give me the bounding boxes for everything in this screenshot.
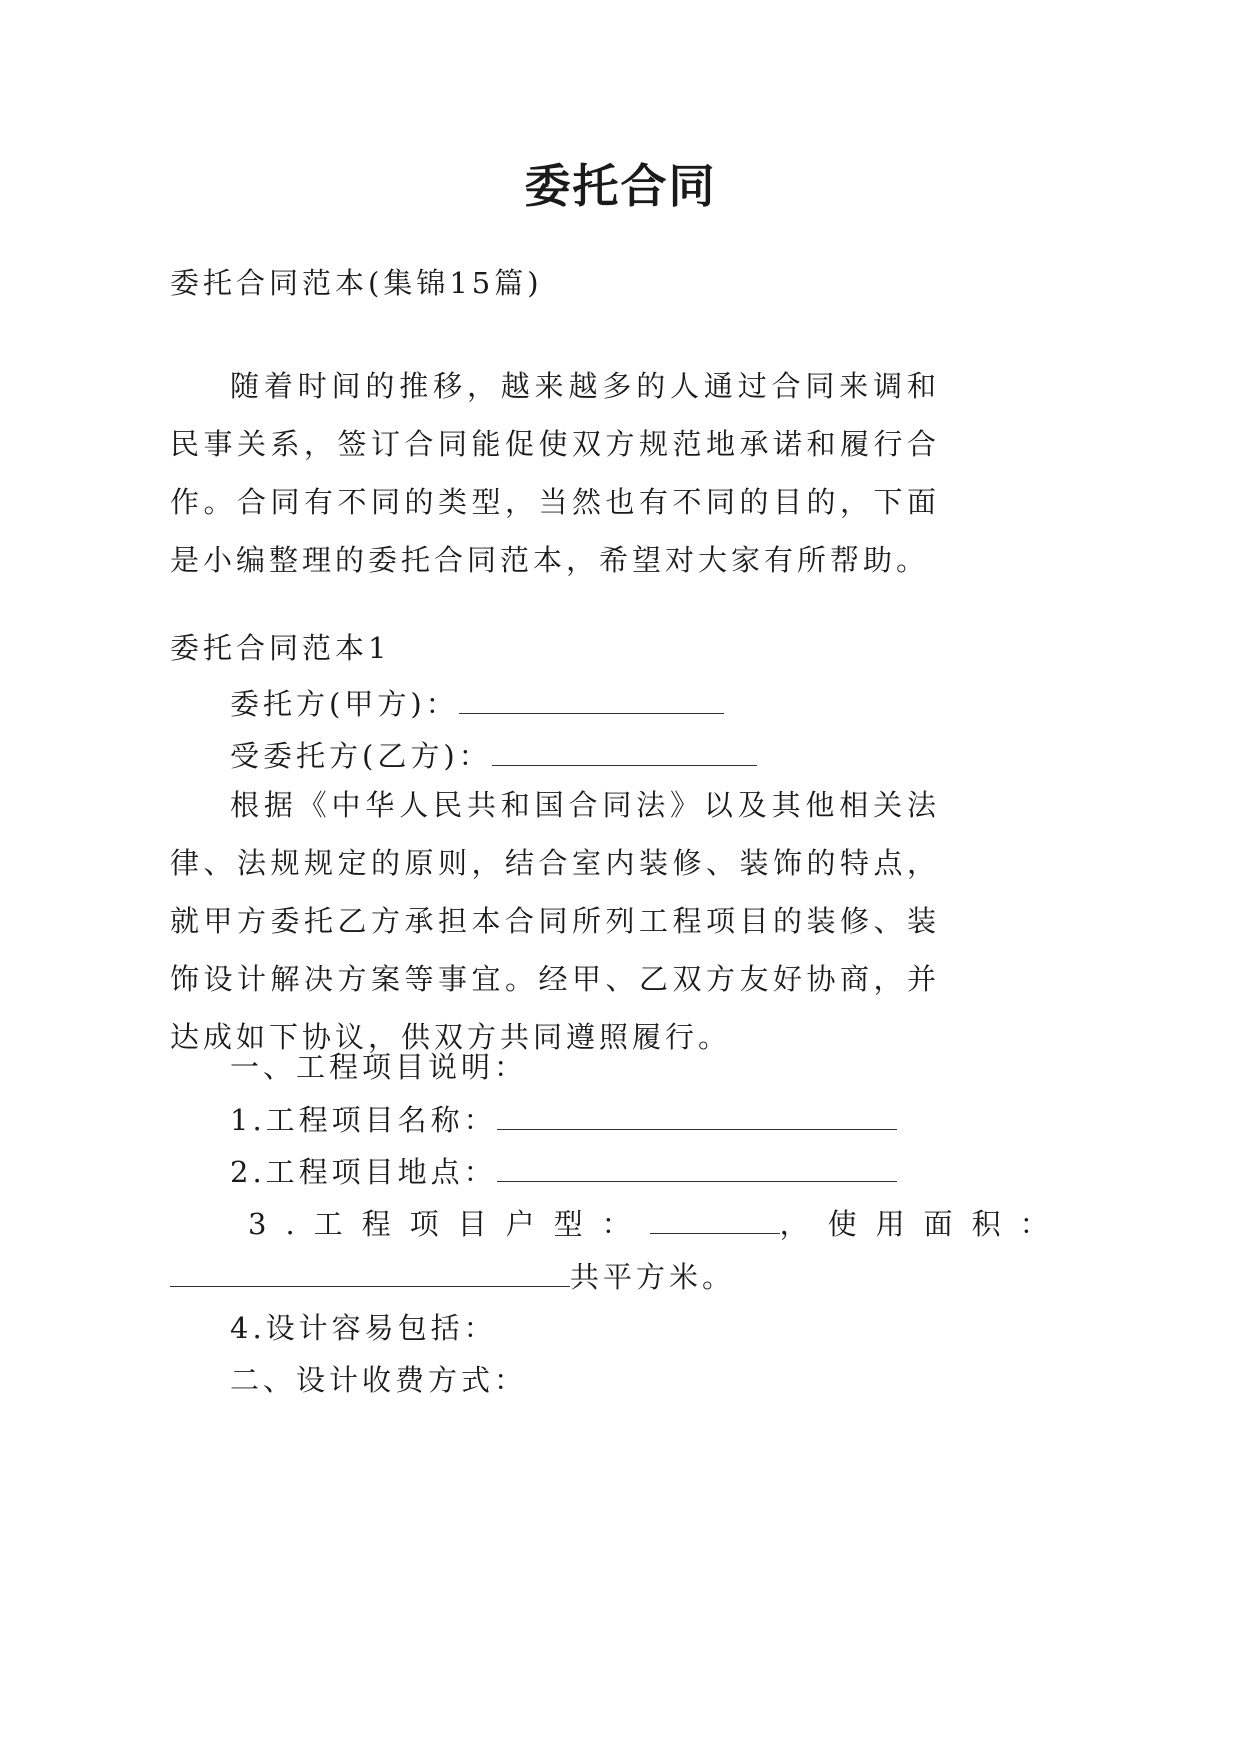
item-3-area-label: ，使用面积： bbox=[779, 1207, 1068, 1241]
section-heading: 委托合同范本1 bbox=[170, 631, 391, 665]
item-1-blank bbox=[497, 1099, 897, 1130]
item-2-blank bbox=[497, 1151, 897, 1182]
document-subtitle: 委托合同范本(集锦15篇) bbox=[170, 266, 543, 300]
party-a-blank bbox=[459, 683, 724, 714]
item-3-tail: 共平方米。 bbox=[570, 1260, 736, 1294]
party-b-line bbox=[230, 735, 757, 776]
item-3-label: 3.工程项目户型： bbox=[248, 1207, 650, 1241]
item-3-type-blank bbox=[650, 1203, 780, 1234]
item-3-area-blank bbox=[170, 1256, 570, 1287]
party-b-blank bbox=[492, 735, 757, 766]
item-3-continuation bbox=[170, 1256, 735, 1297]
party-a-line bbox=[230, 683, 724, 724]
clause-1-heading: 一、工程项目说明： bbox=[230, 1050, 528, 1084]
item-1-label: 1.工程项目名称： bbox=[230, 1103, 497, 1137]
item-2-label: 2.工程项目地点： bbox=[230, 1155, 497, 1189]
item-1-line bbox=[230, 1099, 897, 1140]
item-2-line bbox=[230, 1151, 897, 1192]
intro-paragraph: 随着时间的推移，越来越多的人通过合同来调和民事关系，签订合同能促使双方规范地承诺和履行合作。合同有不同的类型，当然也有不同的目的，下面是小编整理的委托合同范本，希望对大家有所帮助。 bbox=[170, 369, 940, 577]
item-3-line bbox=[248, 1203, 1068, 1244]
party-a-label: 委托方(甲方)： bbox=[230, 687, 459, 721]
clause-2-heading: 二、设计收费方式： bbox=[230, 1363, 528, 1397]
preamble-paragraph: 根据《中华人民共和国合同法》以及其他相关法律、法规规定的原则，结合室内装修、装饰的特点，就甲方委托乙方承担本合同所列工程项目的装修、装饰设计解决方案等事宜。经甲、乙双方友好协商，并达成如下协议，供双方共同遵照履行。 bbox=[170, 788, 940, 1054]
document-title: 委托合同 bbox=[524, 159, 717, 213]
item-4-line: 4.设计容易包括： bbox=[230, 1311, 497, 1345]
party-b-label: 受委托方(乙方)： bbox=[230, 739, 492, 773]
